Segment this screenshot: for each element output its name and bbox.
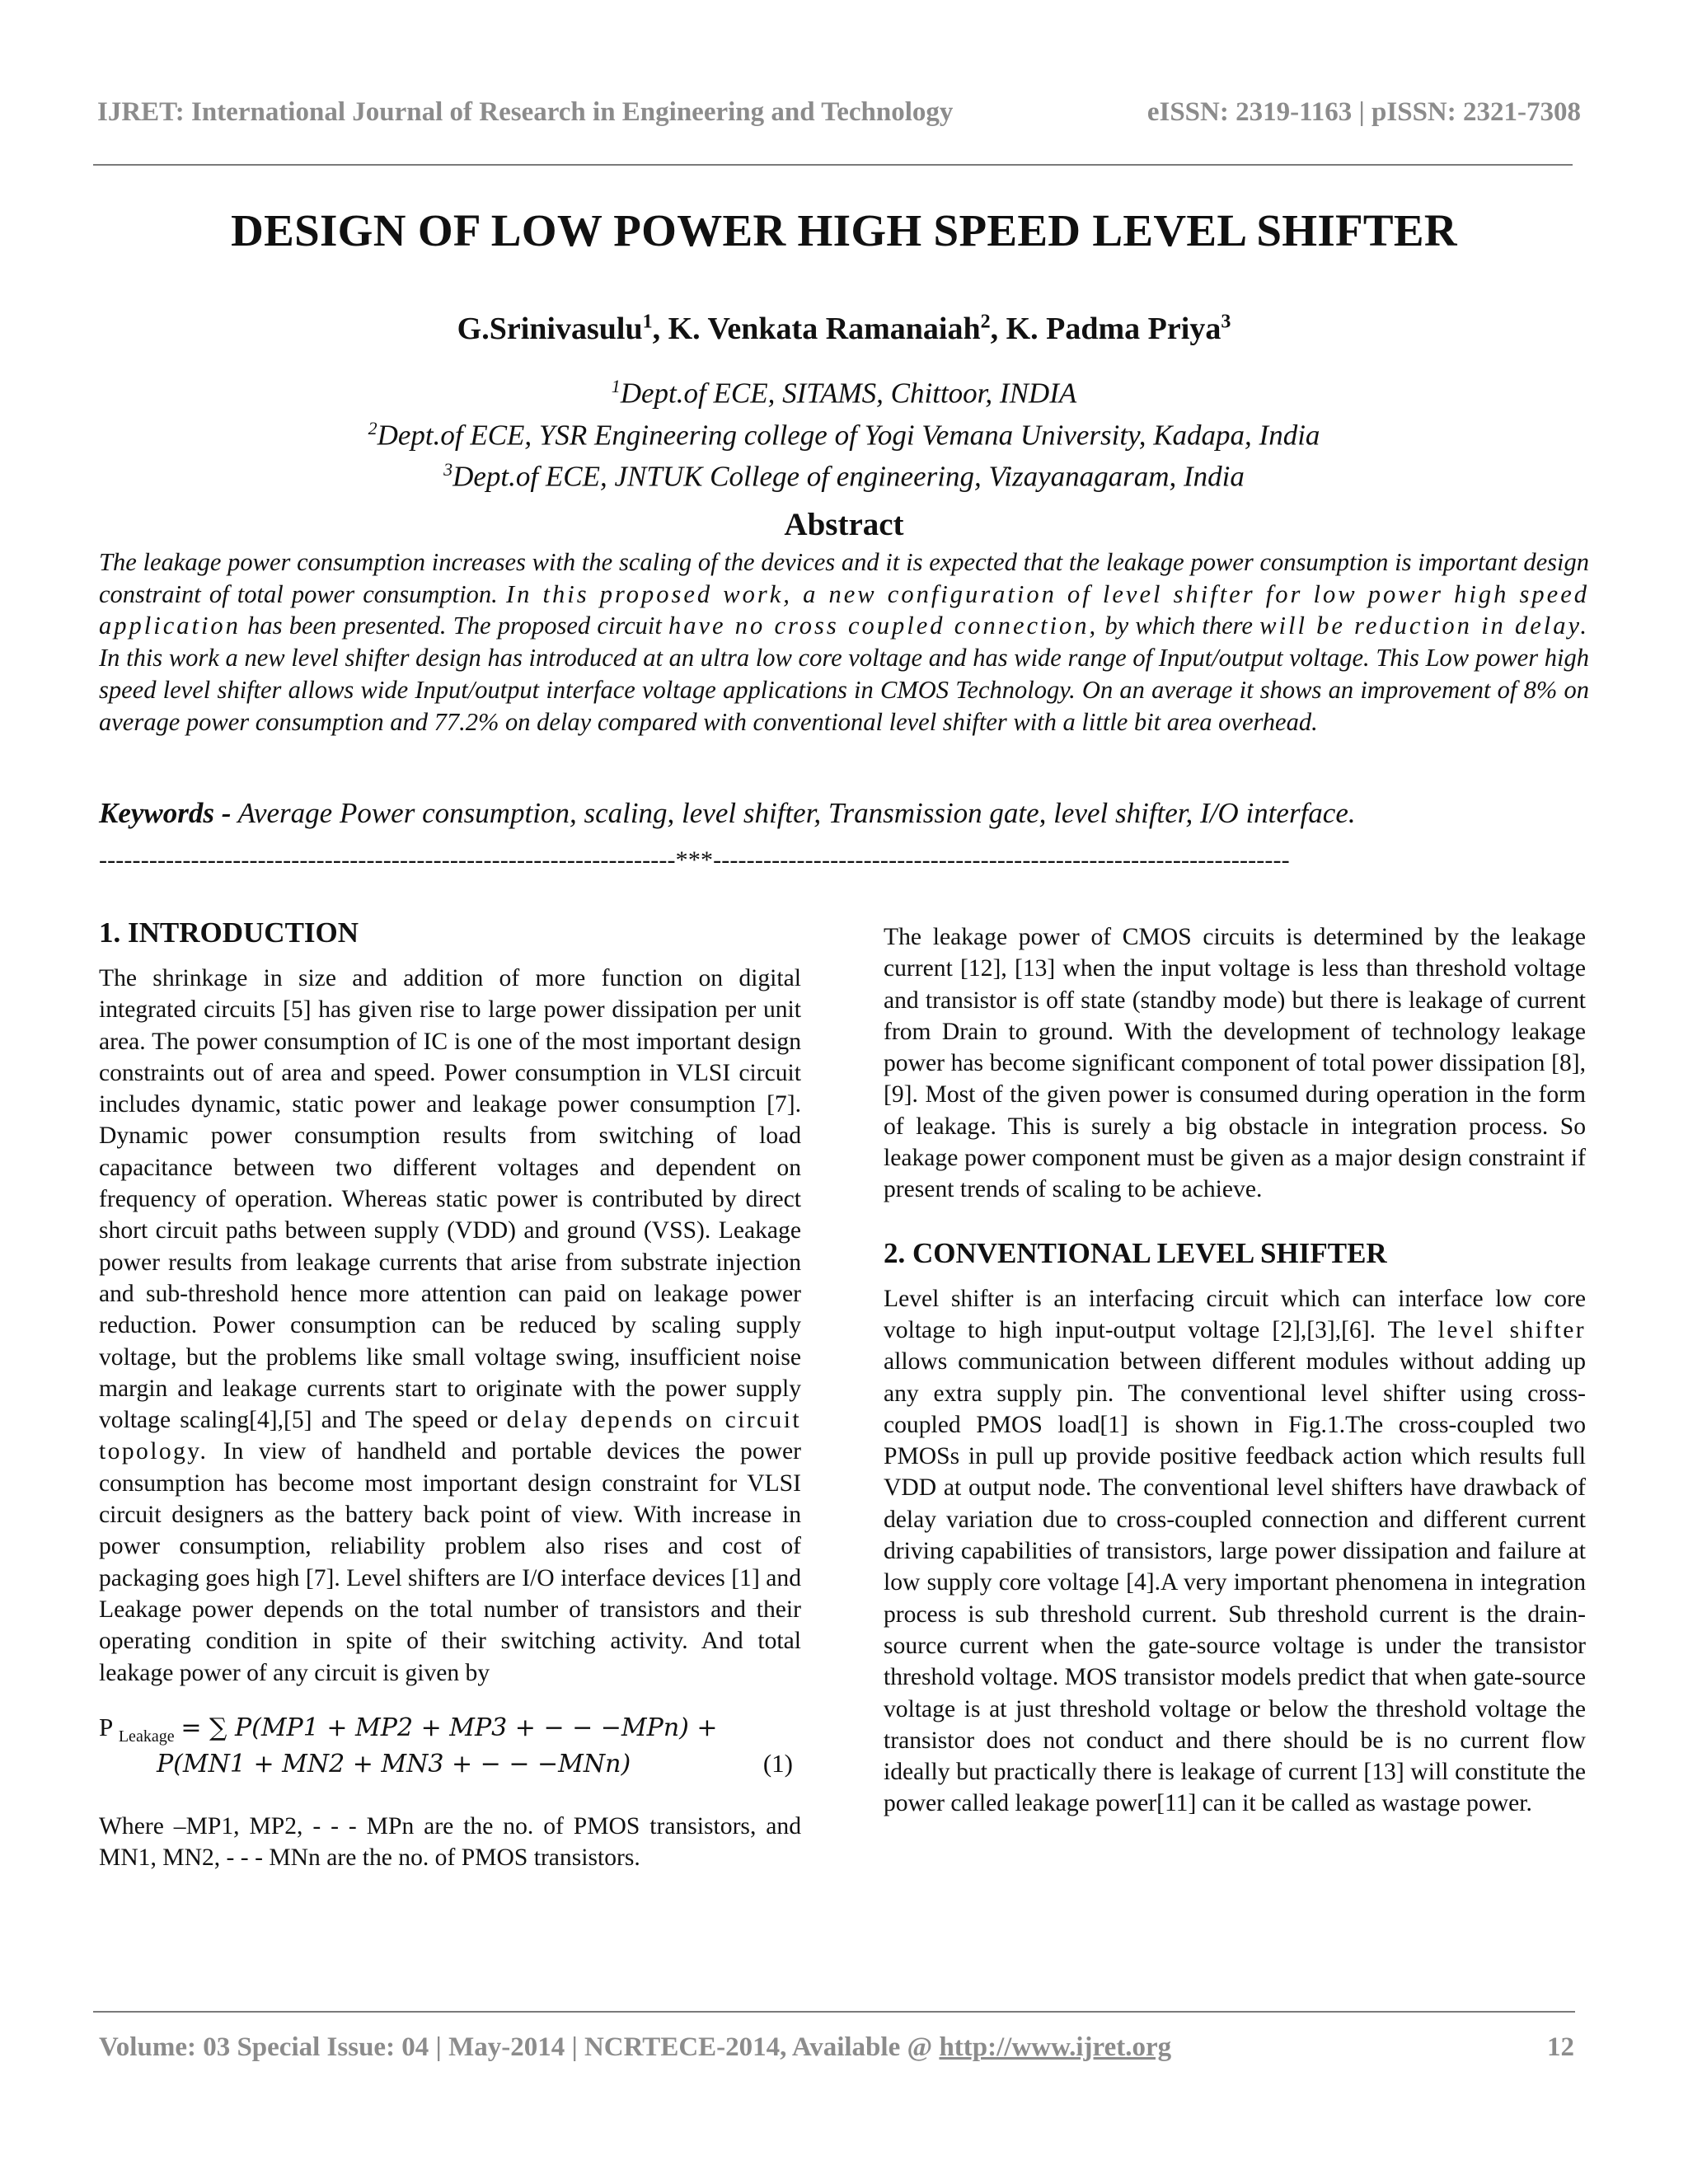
author-list [0,311,1688,347]
affil-sup: 1 [611,376,621,396]
abstract-text: The leakage power consumption increases with the scaling of the devices and it is expected that the leakage power consumption is important design constraint of total power consumption. [99,548,1589,608]
affiliation [0,452,1688,494]
author-name: G.Srinivasulu [457,312,643,346]
equation-number: (1) [762,1748,793,1778]
running-footer [99,2032,1574,2074]
equation-expr: = ∑ P(MP1 + MP2 + MP3 + − − −MPn) + [181,1713,718,1742]
page-number: 12 [1547,2032,1574,2062]
keywords-label: Keywords - [99,797,232,829]
abstract-heading: Abstract [784,507,904,542]
affiliations [0,369,1688,494]
keywords [99,797,1589,830]
abstract-text: In this work a new level shifter design has introduced at an ultra low core voltage and has wide range of Input/output voltage. This Low power high speed level shifter allows wide Input/output interface voltage applications in CMOS Technology. On an average it shows an improvement of 8% on average power consumption and 77.2% on delay compared with conventional level shifter with a little bit area overhead. [99,644,1589,736]
abstract-text-spaced: have no cross coupled connection, [668,612,1099,640]
body-paragraph [99,963,801,1689]
running-header [97,97,1581,138]
author-sup: 2 [980,311,991,333]
affiliation [0,369,1688,411]
affil-text: Dept.of ECE, YSR Engineering college of Yogi Vemana University, Kadapa, India [377,419,1320,452]
equation-subscript: Leakage [118,1727,175,1746]
abstract-body [99,546,1589,738]
journal-link[interactable]: http://www.ijret.org [939,2032,1172,2062]
equation [99,1712,801,1794]
paragraph-text: In view of handheld and portable devices the power consumption has become most important design constraint for VLSI circuit designers as the battery back point of view. With increase in power consumption, reliability problem also rises and cost of packaging goes high [7]. Level shifters are I/O interface devices [1] and Leakage power depends on the total number of transistors and their operating condition in spite of their switching activity. And total leakage power of any circuit is given by [99,1438,801,1686]
journal-name: IJRET: International Journal of Research in Engineering and Technology [97,97,954,127]
citation-text: Volume: 03 Special Issue: 04 | May-2014 | NCRTECE-2014, Available @ [99,2032,940,2062]
equation-symbol: P [99,1712,113,1741]
author-sup: 1 [642,311,653,333]
paragraph-text-spaced: level shifter [1437,1316,1586,1343]
affil-sup: 2 [368,417,377,438]
abstract-text-spaced: will be reduction in delay. [1259,612,1589,640]
paper-title: DESIGN OF LOW POWER HIGH SPEED LEVEL SHIFTER [231,205,1457,255]
author-sep: , [990,312,1006,346]
paragraph-text: allows communication between different modules without adding up any extra supply pin. The conventional level shifter using cross-coupled PMOS load[1] is shown in Fig.1.The cross-coupled two PMOSs in pull up provide positive feedback action which results full VDD at output node. The conventional level shifters have drawback of delay variation due to cross-coupled connection and different current driving capabilities of transistors, large power dissipation and failure at low supply core voltage [4].A very important phenomena in integration process is sub threshold current. Sub threshold current is the drain-source current when the gate-source voltage is under the transistor threshold voltage. MOS transistor models predict that when gate-source voltage is at just threshold voltage or below the threshold voltage the transistor does not conduct and there should be is no current flow ideally but practically there is leakage of current [13] will constitute the power called leakage power[11] can it be called as wastage power. [884,1348,1586,1817]
equation-line [99,1712,718,1752]
paragraph-text: Level shifter is an interfacing circuit which can interface low core voltage to high input-output voltage [2],[3],[6]. The [884,1285,1586,1343]
body-paragraph [884,1283,1586,1820]
footer-citation [99,2032,1171,2063]
abstract-text-spaced: In this proposed work, a new configuration of level shifter for low power high speed application [99,579,1589,640]
body-paragraph: The leakage power of CMOS circuits is determined by the leakage current [12], [13] when the input voltage is less than threshold voltage and transistor is off state (standby mode) but there is leakage of current from Drain to ground. With the development of technology leakage power has become significant component of total power dissipation [8], [9]. Most of the given power is consumed during operation in the form of leakage. This is surely a big obstacle in integration process. So leakage power component must be given as a major design constraint if present trends of scaling to be achieve. [884,924,1586,1203]
header-rule [93,164,1573,166]
author-sup: 3 [1221,311,1231,333]
equation-expr: P(MN1 + MN2 + MN3 + − − −MNn) [157,1749,631,1779]
paragraph-text-spaced: delay depends on circuit topology. [99,1407,801,1465]
section-heading: 2. CONVENTIONAL LEVEL SHIFTER [884,1236,1387,1269]
abstract-text: by which there [1098,612,1260,640]
author-sep: , [652,312,668,346]
keywords-text: Average Power consumption, scaling, level shifter, Transmission gate, level shifter, I/O interface. [231,797,1356,829]
affil-text: Dept.of ECE, SITAMS, Chittoor, INDIA [620,377,1077,410]
issn-info: eISSN: 2319-1163 | pISSN: 2321-7308 [1146,97,1581,127]
footer-rule [93,2011,1575,2013]
section-heading: 1. INTRODUCTION [99,916,359,949]
author-name: K. Padma Priya [1006,312,1221,346]
body-paragraph: Where –MP1, MP2, - - - MPn are the no. of PMOS transistors, and MN1, MN2, - - - MNn are the no. of PMOS transistors. [99,1812,801,1872]
right-column [884,921,1586,1820]
paragraph-text: The shrinkage in size and addition of more function on digital integrated circuits [5] has given rise to large power dissipation per unit area. The power consumption of IC is one of the most important design constraints out of area and speed. Power consumption in VLSI circuit includes dynamic, static power and leakage power consumption [7]. Dynamic power consumption results from switching of load capacitance between two different voltages and dependent on frequency of operation. Whereas static power is contributed by direct short circuit paths between supply (VDD) and ground (VSS). Leakage power results from leakage currents that arise from substrate injection and sub-threshold hence more attention can paid on leakage power reduction. Power consumption can be reduced by scaling supply voltage, but the problems like small voltage swing, insufficient noise margin and leakage currents start to originate with the power supply voltage scaling[4],[5] and The speed or [99,965,801,1434]
left-column [99,915,801,1873]
abstract-text: has been presented. The proposed circuit [240,612,669,640]
affiliation [0,411,1688,453]
author-name: K. Venkata Ramanaiah [668,312,981,346]
section-divider: ---------------------------------------------------------------------***--------------------------------------------------------------------- [99,846,1290,874]
affil-sup: 3 [443,459,453,480]
affil-text: Dept.of ECE, JNTUK College of engineering, Vizayanagaram, India [452,460,1245,493]
equation-line [157,1748,631,1780]
